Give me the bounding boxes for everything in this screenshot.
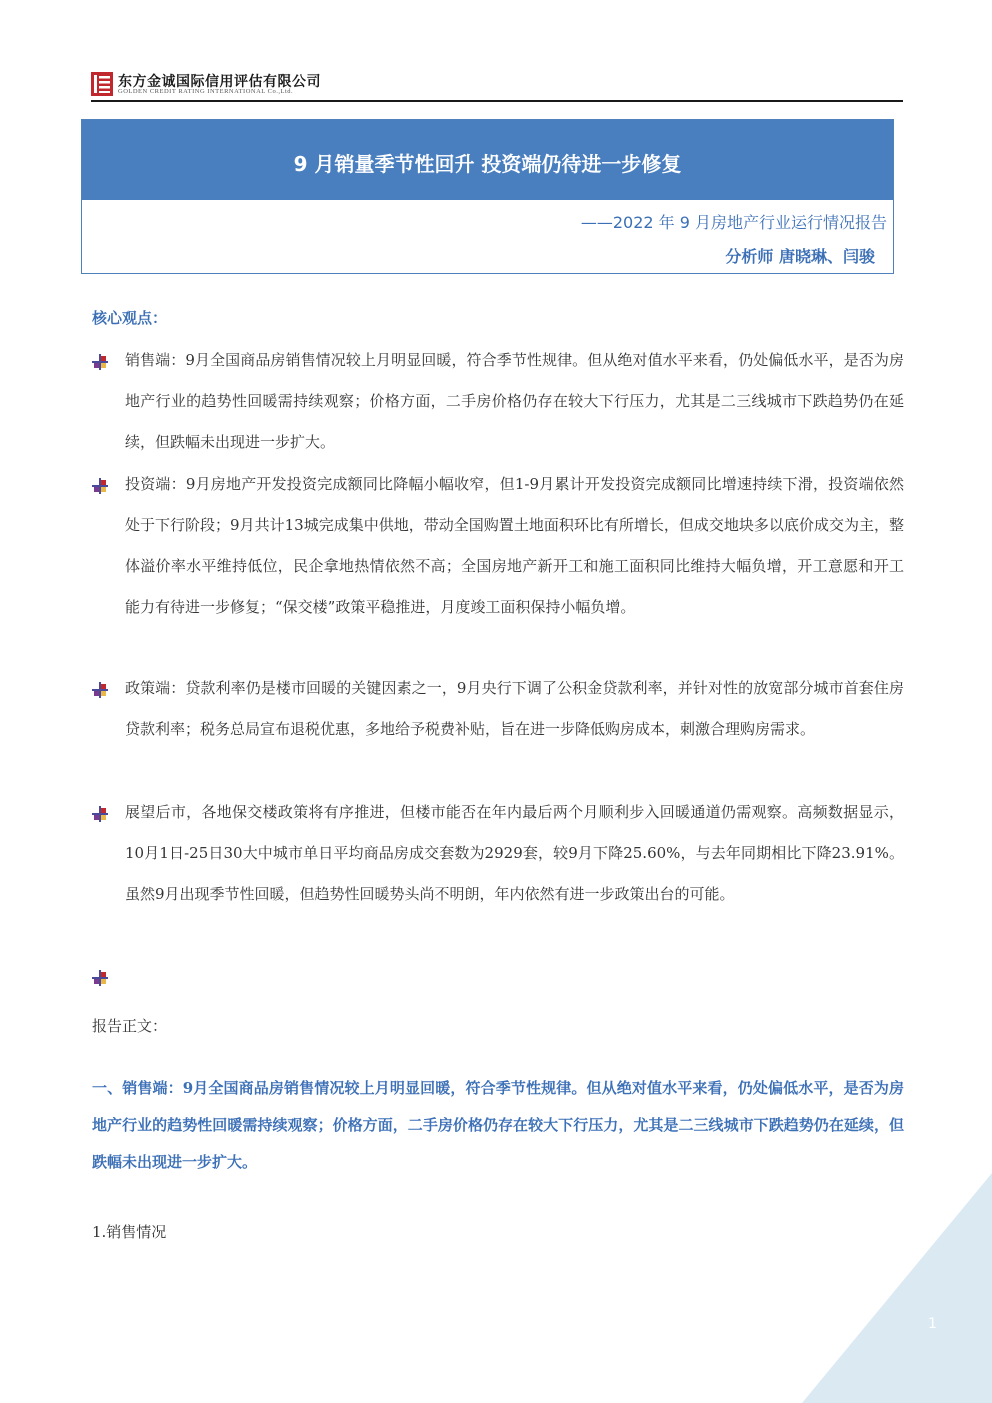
bullet-icon (92, 806, 108, 822)
analyst-line: 分析师 唐晓琳、闫骏 (725, 247, 875, 266)
bullet-text: 展望后市，各地保交楼政策将有序推进，但楼市能否在年内最后两个月顺利步入回暖通道仍需观察。高频数据显示，10月1日-25日30大中城市单日平均商品房成交套数为2929套，较9月下降25.60%，与去年同期相比下降23.91%。虽然9月出现季节性回暖，但趋势性回暖势头尚不明朗，年内依然有进一步政策出台的可能。 (125, 803, 904, 903)
report-title: 9 月销量季节性回升 投资端仍待进一步修复 (293, 152, 682, 176)
report-body-label: 报告正文： (92, 1017, 168, 1035)
section-heading-sales: 一、销售端：9月全国商品房销售情况较上月明显回暖，符合季节性规律。但从绝对值水平来看，仍处偏低水平，是否为房地产行业的趋势性回暖需持续观察；价格方面，二手房价格仍存在较大下行压力，尤其是二三线城市下跌趋势仍在延续，但跌幅未出现进一步扩大。 (92, 1079, 904, 1171)
bullet-text: 政策端：贷款利率仍是楼市回暖的关键因素之一，9月央行下调了公积金贷款利率，并针对性的放宽部分城市首套住房贷款利率；税务总局宣布退税优惠，多地给予税费补贴，旨在进一步降低购房成本，刺激合理购房需求。 (125, 679, 904, 738)
company-name-cn: 东方金诚国际信用评估有限公司 (118, 74, 321, 90)
company-logo-icon (91, 72, 113, 96)
core-viewpoints-label: 核心观点： (92, 309, 168, 327)
title-band (82, 120, 893, 200)
company-name-en: GOLDEN CREDIT RATING INTERNATIONAL Co.,Ltd. (118, 88, 294, 95)
bullet-icon (92, 682, 108, 698)
bullet-text: 投资端：9月房地产开发投资完成额同比降幅小幅收窄，但1-9月累计开发投资完成额同比增速持续下滑，投资端依然处于下行阶段；9月共计13城完成集中供地，带动全国购置土地面积环比有所增长，但成交地块多以底价成交为主，整体溢价率水平维持低位，民企拿地热情依然不高；全国房地产新开工和施工面积同比维持大幅负增，开工意愿和开工能力有待进一步修复；“保交楼”政策平稳推进，月度竣工面积保持小幅负增。 (125, 475, 904, 616)
bullet-icon (92, 478, 108, 494)
bullet-icon (92, 354, 108, 370)
bullet-item-outlook (92, 802, 904, 915)
bullet-text: 销售端：9月全国商品房销售情况较上月明显回暖，符合季节性规律。但从绝对值水平来看，仍处偏低水平，是否为房地产行业的趋势性回暖需持续观察；价格方面，二手房价格仍存在较大下行压力，尤其是二三线城市下跌趋势仍在延续，但跌幅未出现进一步扩大。 (125, 351, 904, 451)
header-divider (91, 100, 903, 102)
bullet-item-policy (92, 678, 904, 750)
title-box (81, 119, 894, 274)
bullet-item-sales (92, 350, 904, 463)
corner-decoration-icon (802, 1173, 992, 1403)
bullet-icon (92, 970, 108, 986)
page-number: 1 (928, 1316, 937, 1332)
subsection-heading: 1.销售情况 (92, 1223, 167, 1241)
bullet-item-investment (92, 474, 904, 628)
report-subtitle: ——2022 年 9 月房地产行业运行情况报告 (580, 213, 887, 232)
page-header (91, 70, 903, 100)
